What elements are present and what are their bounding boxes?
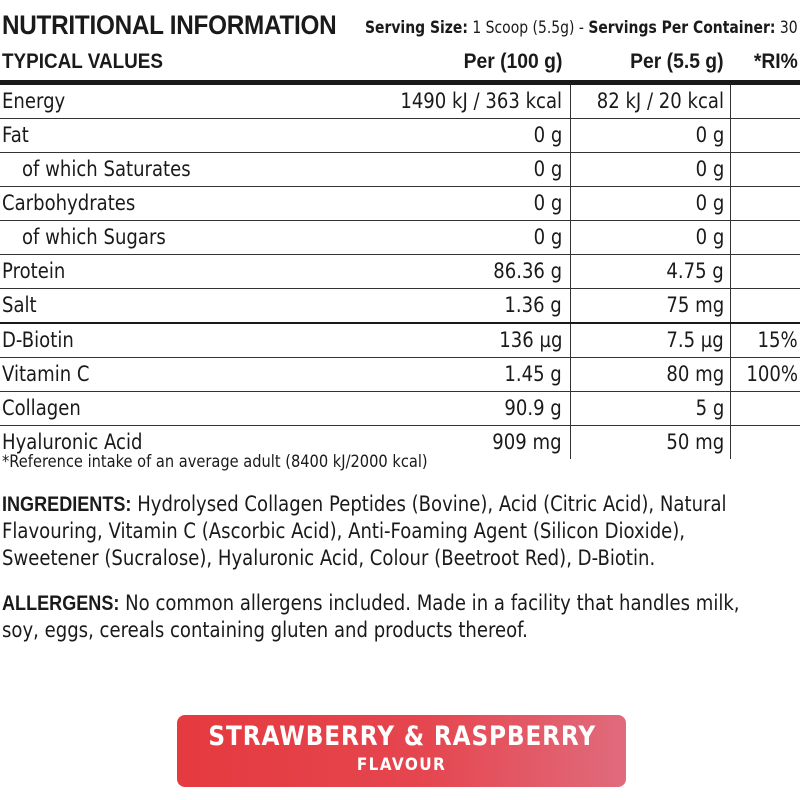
- column-divider: [730, 358, 731, 391]
- value-per-100g: 1.36 g: [504, 293, 562, 317]
- nutrition-table: [0, 85, 800, 459]
- column-divider: [570, 289, 571, 322]
- value-per-100g: 1.45 g: [504, 362, 562, 386]
- column-divider: [730, 85, 731, 118]
- column-header-per-100g: Per (100 g): [463, 50, 562, 73]
- nutrient-name: Salt: [2, 293, 37, 317]
- table-row: [0, 392, 800, 426]
- value-per-serving: 0 g: [695, 157, 724, 181]
- flavour-badge: [177, 715, 626, 787]
- serving-size-value: 1 Scoop (5.5g): [472, 18, 575, 38]
- column-divider: [570, 221, 571, 254]
- column-divider: [570, 153, 571, 186]
- value-per-serving: 4.75 g: [666, 259, 724, 283]
- column-divider: [730, 426, 731, 459]
- table-row: [0, 85, 800, 119]
- column-header-per-serving: Per (5.5 g): [630, 50, 724, 73]
- nutrient-name: Energy: [2, 89, 66, 113]
- table-row: [0, 358, 800, 392]
- table-row: [0, 221, 800, 255]
- servings-per-container-value: 30: [780, 18, 798, 38]
- column-divider: [730, 187, 731, 220]
- column-divider: [730, 119, 731, 152]
- table-row: [0, 187, 800, 221]
- value-per-serving: 0 g: [695, 225, 724, 249]
- servings-per-container-label: Servings Per Container:: [588, 18, 776, 38]
- label-header: [2, 8, 798, 44]
- value-per-100g: 90.9 g: [504, 396, 562, 420]
- value-per-100g: 1490 kJ / 363 kcal: [400, 89, 562, 113]
- table-row: [0, 289, 800, 324]
- column-divider: [570, 358, 571, 391]
- nutrient-name: D-Biotin: [2, 328, 74, 352]
- page-title: NUTRITIONAL INFORMATION: [2, 10, 337, 40]
- flavour-name: STRAWBERRY & RASPBERRY: [208, 721, 597, 752]
- value-per-serving: 7.5 µg: [666, 328, 724, 352]
- value-ri-percent: 100%: [746, 362, 798, 386]
- allergens-label: ALLERGENS:: [2, 592, 120, 615]
- table-row: [0, 255, 800, 289]
- nutrient-name: Vitamin C: [2, 362, 90, 386]
- table-row: [0, 119, 800, 153]
- column-divider: [730, 255, 731, 288]
- flavour-label: FLAVOUR: [356, 755, 447, 775]
- nutrient-name: of which Saturates: [22, 157, 191, 181]
- serving-separator: -: [579, 18, 585, 38]
- column-header-ri: *RI%: [753, 50, 798, 73]
- column-divider: [730, 221, 731, 254]
- value-per-serving: 50 mg: [666, 430, 724, 454]
- nutrient-name: Carbohydrates: [2, 191, 136, 215]
- column-divider: [730, 153, 731, 186]
- value-per-serving: 5 g: [695, 396, 724, 420]
- nutrient-name: Protein: [2, 259, 66, 283]
- ingredients-section: [2, 491, 776, 572]
- column-divider: [570, 119, 571, 152]
- serving-info: [365, 18, 798, 38]
- value-per-serving: 0 g: [695, 191, 724, 215]
- value-per-serving: 80 mg: [666, 362, 724, 386]
- column-divider: [570, 255, 571, 288]
- value-per-100g: 0 g: [533, 191, 562, 215]
- table-header-row: [0, 48, 800, 80]
- column-divider: [570, 426, 571, 459]
- ingredients-text: Hydrolysed Collagen Peptides (Bovine), Acid (Citric Acid), Natural Flavouring, Vitamin C (Ascorbic Acid), Anti-Foaming Agent (Silicon Dioxide), Sweetener (Sucralose), Hyaluronic Acid, Colour (Beetroot Red), D-Biotin.: [2, 492, 727, 570]
- column-header-typical-values: TYPICAL VALUES: [2, 50, 164, 73]
- table-row: [0, 324, 800, 358]
- column-divider: [730, 324, 731, 357]
- value-per-100g: 909 mg: [492, 430, 562, 454]
- ingredients-label: INGREDIENTS:: [2, 493, 132, 516]
- column-divider: [570, 85, 571, 118]
- value-per-100g: 0 g: [533, 225, 562, 249]
- value-per-serving: 82 kJ / 20 kcal: [596, 89, 724, 113]
- nutrient-name: Fat: [2, 123, 29, 147]
- column-divider: [730, 289, 731, 322]
- column-divider: [570, 392, 571, 425]
- value-per-100g: 136 µg: [498, 328, 562, 352]
- nutrient-name: Hyaluronic Acid: [2, 430, 143, 454]
- serving-size-label: Serving Size:: [365, 18, 469, 38]
- value-per-100g: 86.36 g: [493, 259, 562, 283]
- reference-intake-note: *Reference intake of an average adult (8400 kJ/2000 kcal): [2, 452, 428, 472]
- value-per-100g: 0 g: [533, 123, 562, 147]
- value-ri-percent: 15%: [757, 328, 798, 352]
- column-divider: [570, 187, 571, 220]
- allergens-text: No common allergens included. Made in a facility that handles milk, soy, eggs, cereals containing gluten and products thereof.: [2, 591, 740, 642]
- allergens-section: [2, 590, 776, 644]
- column-divider: [730, 392, 731, 425]
- value-per-100g: 0 g: [533, 157, 562, 181]
- column-divider: [570, 324, 571, 357]
- table-row: [0, 153, 800, 187]
- nutrient-name: Collagen: [2, 396, 81, 420]
- value-per-serving: 0 g: [695, 123, 724, 147]
- value-per-serving: 75 mg: [666, 293, 724, 317]
- nutrient-name: of which Sugars: [22, 225, 166, 249]
